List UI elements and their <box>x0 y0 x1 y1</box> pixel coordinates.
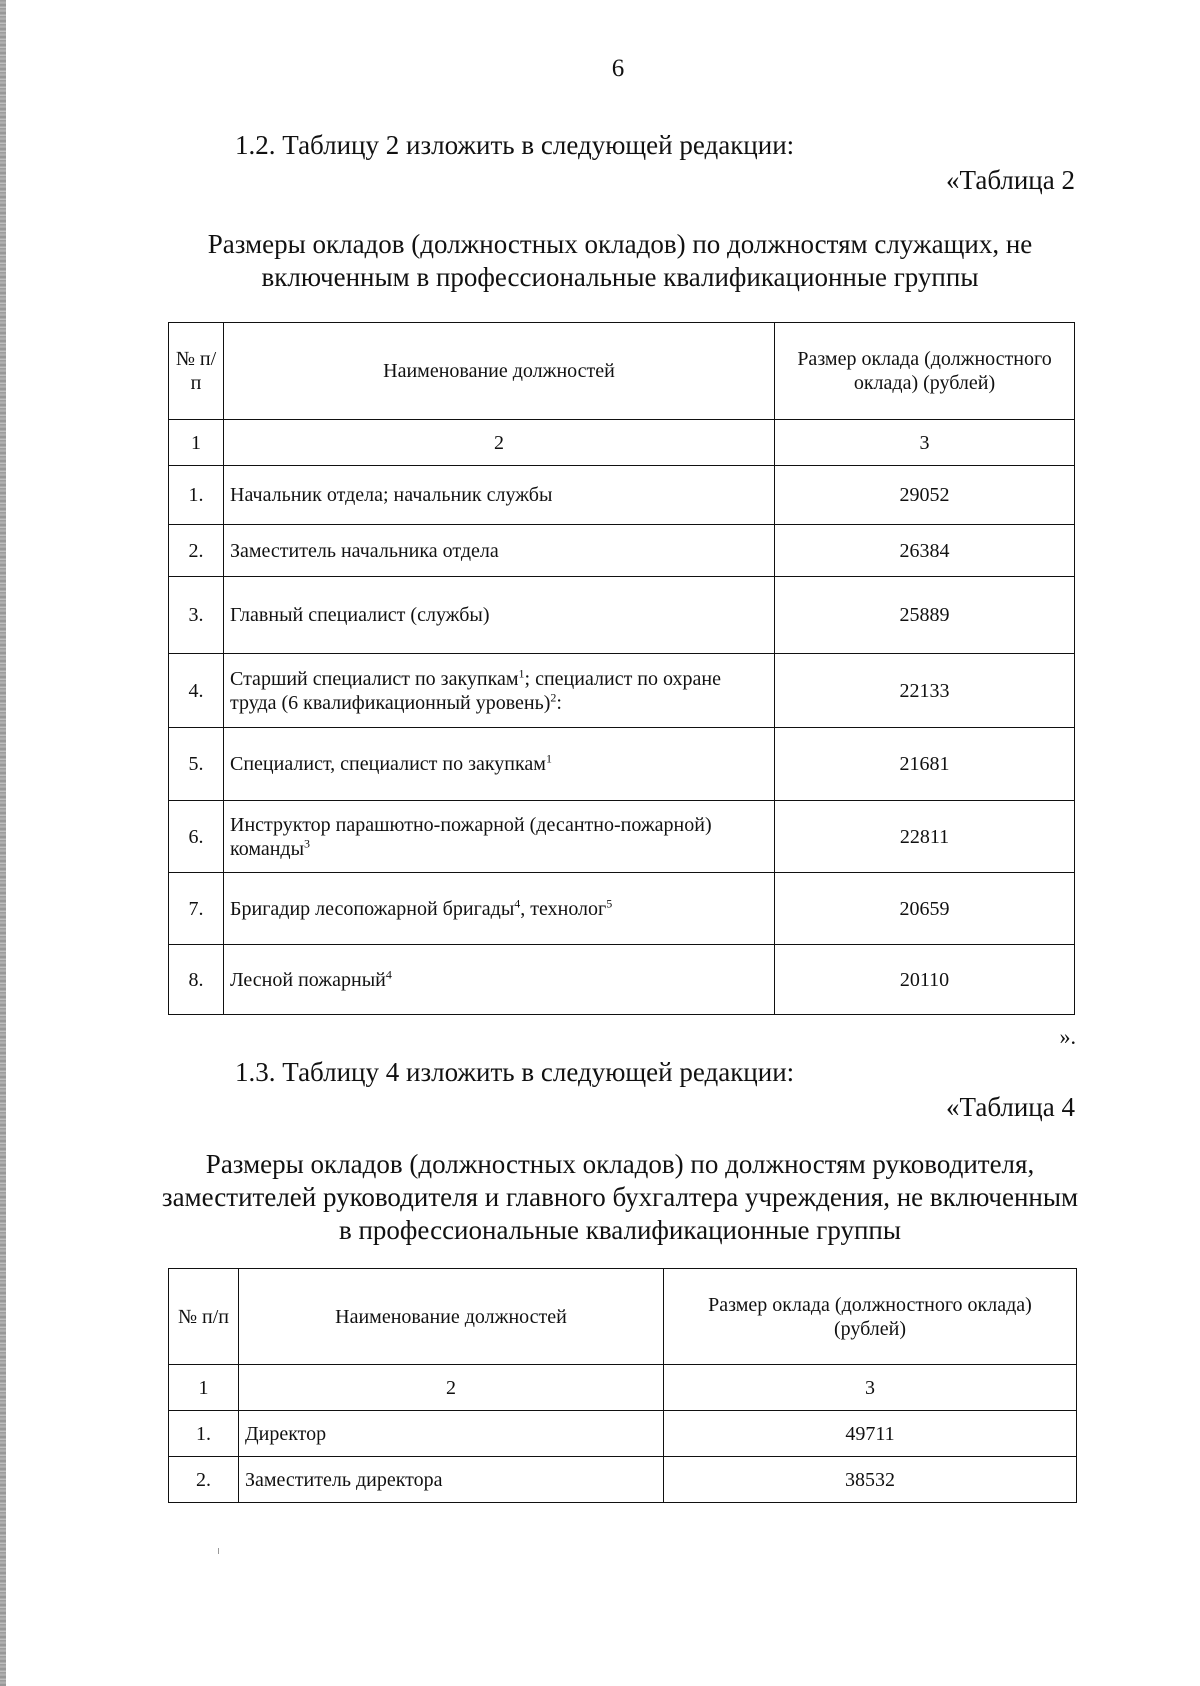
row-number: 3. <box>169 577 224 654</box>
table-4-column-numbers-row <box>169 1365 1077 1411</box>
position-name-text: Главный специалист (службы) <box>230 604 490 626</box>
table-4-colnum-2: 2 <box>239 1365 664 1411</box>
table-2-column-numbers-row <box>169 420 1075 466</box>
table-row <box>169 1457 1077 1503</box>
salary-value: 29052 <box>775 466 1075 525</box>
table-2-colnum-1: 1 <box>169 420 224 466</box>
position-name <box>224 801 775 873</box>
position-name <box>224 654 775 728</box>
row-number: 5. <box>169 728 224 801</box>
table-4-colnum-1: 1 <box>169 1365 239 1411</box>
row-number: 1. <box>169 1411 239 1457</box>
scan-left-edge <box>0 0 6 1686</box>
position-name: Директор <box>239 1411 664 1457</box>
footnote-ref: 1 <box>518 665 525 680</box>
footnote-ref: 1 <box>545 751 552 766</box>
table-2-colnum-3: 3 <box>775 420 1075 466</box>
salary-value: 25889 <box>775 577 1075 654</box>
row-number: 8. <box>169 945 224 1015</box>
table-4-header-row <box>169 1269 1077 1365</box>
position-name <box>224 466 775 525</box>
page-number: 6 <box>611 55 625 82</box>
scan-mark <box>218 1548 219 1554</box>
table-row <box>169 801 1075 873</box>
position-name-text: , технолог <box>520 897 607 920</box>
section-1-3-heading: 1.3. Таблицу 4 изложить в следующей редакции: <box>235 1057 795 1087</box>
table-4-header-position: Наименование должностей <box>239 1269 664 1365</box>
table-2-header-position: Наименование должностей <box>224 323 775 420</box>
table-row <box>169 654 1075 728</box>
position-name-text: Специалист, специалист по закупкам <box>230 753 546 775</box>
footnote-ref: 3 <box>304 835 311 850</box>
section-1-2-heading: 1.2. Таблицу 2 изложить в следующей редакции: <box>235 130 795 160</box>
footnote-ref: 4 <box>514 895 521 910</box>
table-row <box>169 1411 1077 1457</box>
table-row <box>169 728 1075 801</box>
footnote-ref: 5 <box>606 895 613 910</box>
table-row <box>169 577 1075 654</box>
position-name-text: Старший специалист по закупкам <box>230 667 519 690</box>
salary-value: 26384 <box>775 525 1075 577</box>
position-name-text: Бригадир лесопожарной бригады <box>230 897 515 920</box>
position-name <box>224 728 775 801</box>
position-name-text: : <box>556 691 562 714</box>
position-name-text: ; специалист по охране труда (6 квалификационный уровень) <box>230 667 721 714</box>
row-number: 4. <box>169 654 224 728</box>
salary-value: 49711 <box>664 1411 1077 1457</box>
table-4-header-salary: Размер оклада (должностного оклада) (рублей) <box>664 1269 1077 1365</box>
position-name: Заместитель директора <box>239 1457 664 1503</box>
table-2-colnum-2: 2 <box>224 420 775 466</box>
row-number: 1. <box>169 466 224 525</box>
row-number: 2. <box>169 525 224 577</box>
table-2-title: Размеры окладов (должностных окладов) по должностям служащих, не включенным в профессиональные квалификационные группы <box>207 229 1033 292</box>
table-row <box>169 945 1075 1015</box>
position-name-text: Инструктор парашютно-пожарной (десантно-пожарной) команды <box>230 813 712 860</box>
row-number: 7. <box>169 873 224 945</box>
position-name <box>224 525 775 577</box>
salary-value: 20110 <box>775 945 1075 1015</box>
position-name <box>224 873 775 945</box>
table-row <box>169 873 1075 945</box>
position-name <box>224 945 775 1015</box>
position-name <box>224 577 775 654</box>
salary-value: 38532 <box>664 1457 1077 1503</box>
table-2-closing-quote: ». <box>1059 1024 1076 1049</box>
table-2-header-row <box>169 323 1075 420</box>
salary-value: 21681 <box>775 728 1075 801</box>
table-2-label: «Таблица 2 <box>946 165 1075 195</box>
table-row <box>169 525 1075 577</box>
table-4-header-number: № п/п <box>169 1269 239 1365</box>
salary-value: 20659 <box>775 873 1075 945</box>
position-name-text: Заместитель начальника отдела <box>230 539 499 562</box>
salary-value: 22811 <box>775 801 1075 873</box>
row-number: 2. <box>169 1457 239 1503</box>
table-4 <box>168 1268 1077 1503</box>
table-2-header-salary: Размер оклада (должностного оклада) (рублей) <box>775 323 1075 420</box>
table-row <box>169 466 1075 525</box>
table-4-title: Размеры окладов (должностных окладов) по должностям руководителя, заместителей руководителя и главного бухгалтера учреждения, не включенным в профессиональные квалификационные группы <box>161 1149 1079 1245</box>
position-name-text: Лесной пожарный <box>230 968 386 991</box>
table-4-colnum-3: 3 <box>664 1365 1077 1411</box>
table-2 <box>168 322 1075 1015</box>
position-name-text: Начальник отдела; начальник службы <box>230 484 553 506</box>
salary-value: 22133 <box>775 654 1075 728</box>
footnote-ref: 4 <box>385 966 392 981</box>
table-4-label: «Таблица 4 <box>946 1092 1075 1122</box>
footnote-ref: 2 <box>550 689 557 704</box>
table-2-header-number: № п/п <box>169 323 224 420</box>
row-number: 6. <box>169 801 224 873</box>
